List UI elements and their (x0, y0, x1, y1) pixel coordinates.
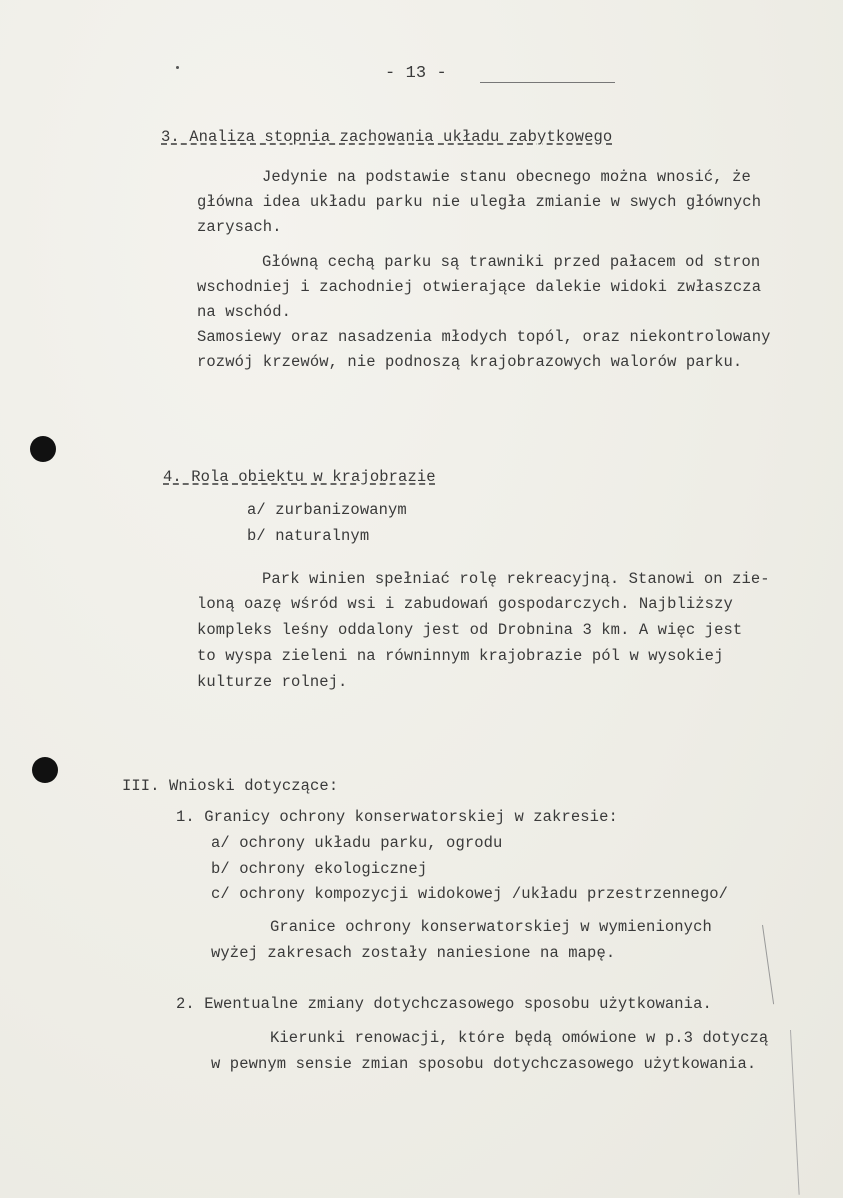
stray-mark (176, 66, 179, 69)
section-3-text-line: Główną cechą parku są trawniki przed pałacem od stron (262, 253, 761, 271)
item-2-text-line: Kierunki renowacji, które będą omówione w p.3 dotyczą (270, 1029, 769, 1047)
section-3-heading: 3. Analiza stopnia zachowania układu zabytkowego (161, 128, 613, 146)
item-1-option: b/ ochrony ekologicznej (211, 860, 428, 878)
section-4-heading: 4. Rola obiektu w krajobrazie (163, 468, 436, 486)
section-3-text-line: główna idea układu parku nie uległa zmianie w swych głównych (197, 193, 762, 211)
section-4-text-line: to wyspa zieleni na równinnym krajobrazie pól w wysokiej (197, 647, 724, 665)
punch-hole (30, 436, 56, 462)
item-2-title: 2. Ewentualne zmiany dotychczasowego sposobu użytkowania. (176, 995, 712, 1013)
section-3-text-line: Samosiewy oraz nasadzenia młodych topól, oraz niekontrolowany (197, 328, 771, 346)
section-3-text-line: Jedynie na podstawie stanu obecnego można wnosić, że (262, 168, 751, 186)
section-4-option: b/ naturalnym (247, 527, 370, 545)
item-1-option: a/ ochrony układu parku, ogrodu (211, 834, 503, 852)
item-2-text-line: w pewnym sensie zmian sposobu dotychczasowego użytkowania. (211, 1055, 757, 1073)
item-1-text-line: Granice ochrony konserwatorskiej w wymienionych (270, 918, 712, 936)
section-iii-heading: III. Wnioski dotyczące: (122, 777, 339, 795)
page-number: - 13 - (385, 64, 447, 83)
section-3-text-line: zarysach. (197, 218, 282, 236)
section-4-text-line: kulturze rolnej. (197, 673, 348, 691)
item-1-title: 1. Granicy ochrony konserwatorskiej w zakresie: (176, 808, 618, 826)
section-4-text-line: kompleks leśny oddalony jest od Drobnina 3 km. A więc jest (197, 621, 743, 639)
pencil-mark (762, 925, 774, 1004)
header-rule (480, 82, 615, 83)
section-4-option: a/ zurbanizowanym (247, 501, 407, 519)
section-4-text-line: Park winien spełniać rolę rekreacyjną. Stanowi on zie- (262, 570, 770, 588)
section-3-text-line: wschodniej i zachodniej otwierające dalekie widoki zwłaszcza (197, 278, 762, 296)
pencil-mark (790, 1030, 800, 1195)
item-1-option: c/ ochrony kompozycji widokowej /układu przestrzennego/ (211, 885, 729, 903)
section-3-text-line: rozwój krzewów, nie podnoszą krajobrazowych walorów parku. (197, 353, 743, 371)
section-4-text-line: loną oazę wśród wsi i zabudowań gospodarczych. Najbliższy (197, 595, 733, 613)
section-3-text-line: na wschód. (197, 303, 292, 321)
item-1-text-line: wyżej zakresach zostały naniesione na mapę. (211, 944, 616, 962)
punch-hole (32, 757, 58, 783)
